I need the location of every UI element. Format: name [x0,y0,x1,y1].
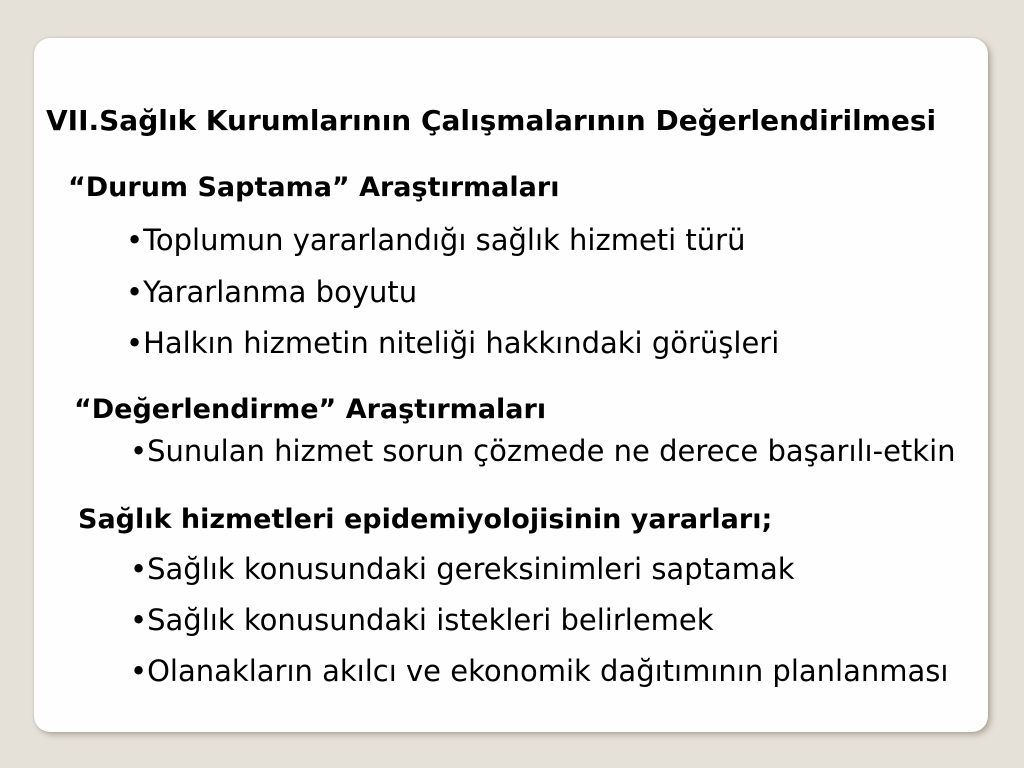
section-heading-durum-saptama: “Durum Saptama” Araştırmaları [68,172,560,203]
bullet-item: •Sunulan hizmet sorun çözmede ne derece başarılı-etkin [130,434,956,468]
bullet-item: •Toplumun yararlandığı sağlık hizmeti türü [126,223,746,257]
bullet-item: •Sağlık konusundaki istekleri belirlemek [130,603,714,637]
section-heading-epidemiyoloji: Sağlık hizmetleri epidemiyolojisinin yararları; [78,504,773,535]
section-heading-degerlendirme: “Değerlendirme” Araştırmaları [74,394,547,425]
bullet-item: •Yararlanma boyutu [126,275,418,309]
bullet-item: •Halkın hizmetin niteliği hakkındaki görüşleri [126,326,780,360]
bullet-item: •Sağlık konusundaki gereksinimleri saptamak [130,552,795,586]
bullet-item: •Olanakların akılcı ve ekonomik dağıtımının planlanması [130,654,949,688]
slide-title: VII.Sağlık Kurumlarının Çalışmalarının Değerlendirilmesi [46,104,937,137]
